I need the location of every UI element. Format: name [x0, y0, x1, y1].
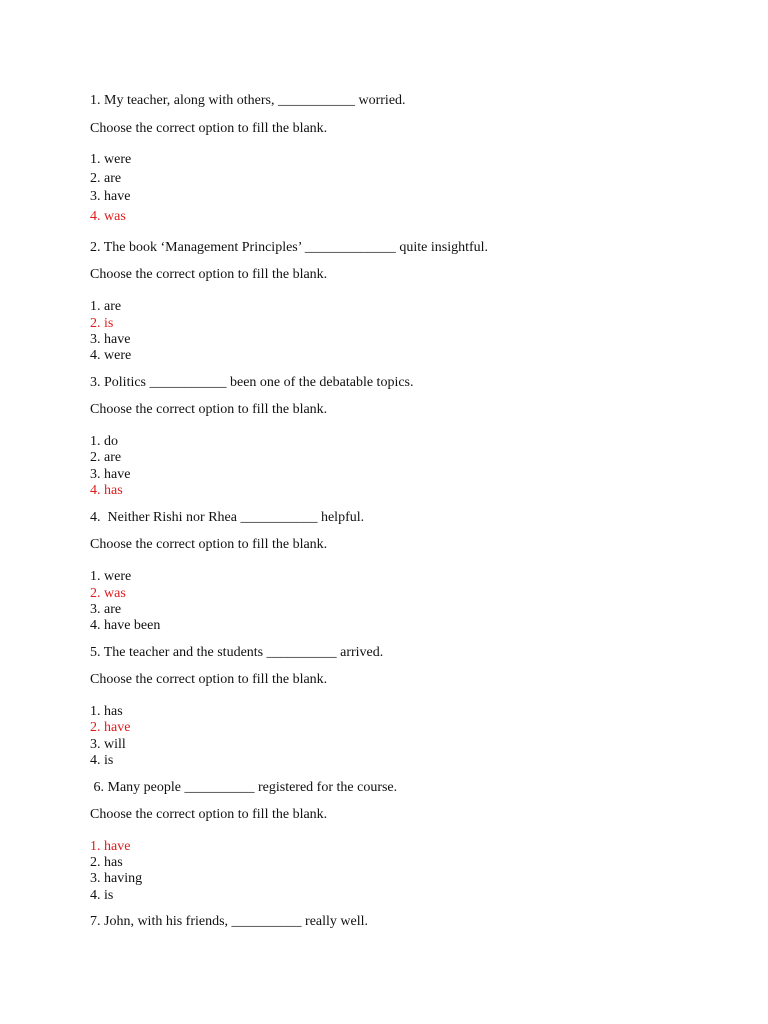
question-6-option-4: 4. is [90, 888, 114, 903]
question-4-option-1: 1. were [90, 569, 132, 584]
question-5-option-3: 3. will [90, 737, 126, 752]
question-2-option-2-correct: 2. is [90, 316, 114, 331]
question-3-prompt: Choose the correct option to fill the blank. [90, 402, 328, 417]
question-1-prompt: Choose the correct option to fill the blank. [90, 121, 328, 136]
question-2-stem: 2. The book ‘Management Principles’ _____________ quite insightful. [90, 240, 489, 255]
question-5-option-1: 1. has [90, 704, 123, 719]
question-1-option-1: 1. were [90, 152, 132, 167]
question-5-option-2-correct: 2. have [90, 720, 131, 735]
question-1-option-3: 3. have [90, 189, 131, 204]
question-3-stem: 3. Politics ___________ been one of the debatable topics. [90, 375, 414, 390]
question-1-stem: 1. My teacher, along with others, ___________ worried. [90, 93, 406, 108]
question-2-option-4: 4. were [90, 348, 132, 363]
question-3-option-2: 2. are [90, 450, 122, 465]
question-3-option-4-correct: 4. has [90, 483, 123, 498]
question-6-option-1-correct: 1. have [90, 839, 131, 854]
question-2-option-1: 1. are [90, 299, 122, 314]
question-1-option-4-correct: 4. was [90, 209, 126, 224]
question-4-prompt: Choose the correct option to fill the blank. [90, 537, 328, 552]
question-2-option-3: 3. have [90, 332, 131, 347]
question-4-option-2-correct: 2. was [90, 586, 126, 601]
question-7-stem: 7. John, with his friends, __________ really well. [90, 914, 369, 929]
question-6-prompt: Choose the correct option to fill the blank. [90, 807, 328, 822]
question-4-stem: 4. Neither Rishi nor Rhea ___________ helpful. [90, 510, 365, 525]
question-3-option-3: 3. have [90, 467, 131, 482]
question-3-option-1: 1. do [90, 434, 118, 449]
question-6-option-3: 3. having [90, 871, 143, 886]
question-6-option-2: 2. has [90, 855, 123, 870]
question-4-option-3: 3. are [90, 602, 122, 617]
question-5-option-4: 4. is [90, 753, 114, 768]
question-5-stem: 5. The teacher and the students __________ arrived. [90, 645, 384, 660]
question-4-option-4: 4. have been [90, 618, 161, 633]
question-1-option-2: 2. are [90, 171, 122, 186]
question-5-prompt: Choose the correct option to fill the blank. [90, 672, 328, 687]
question-6-stem: 6. Many people __________ registered for the course. [90, 780, 398, 795]
question-2-prompt: Choose the correct option to fill the blank. [90, 267, 328, 282]
